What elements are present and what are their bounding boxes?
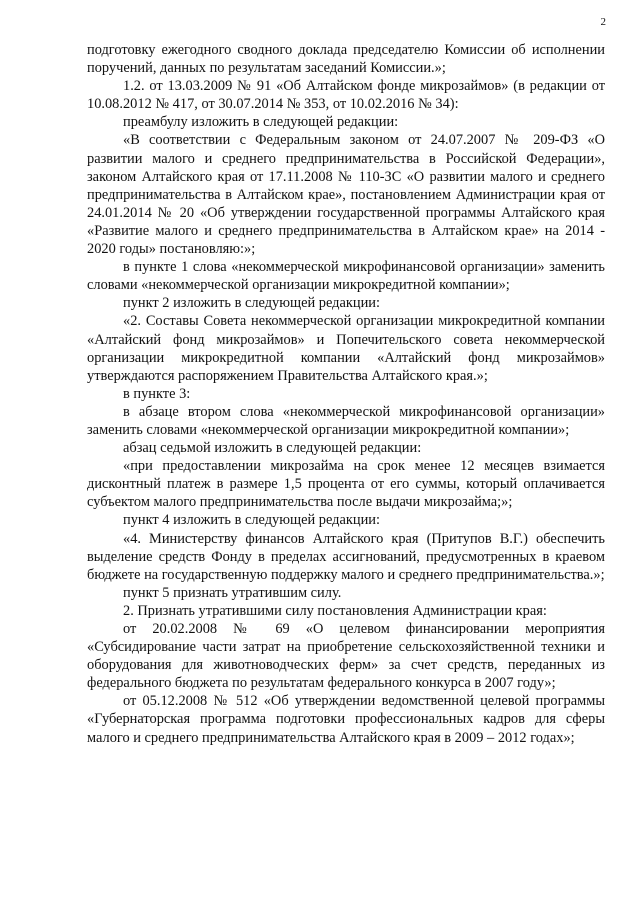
paragraph: «при предоставлении микрозайма на срок менее 12 месяцев взимается дисконтный платеж в размере 1,5 процента от его суммы, который оплачивается субъектом малого предпринимательства после выдачи микрозайма;»; xyxy=(87,458,605,511)
paragraph: «4. Министерству финансов Алтайского края (Притупов В.Г.) обеспечить выделение средств Фонду в пределах ассигнований, предусмотренных в краевом бюджете на государственную поддержку малого и среднего предпринимательства.»; xyxy=(87,530,605,583)
paragraph: «2. Составы Совета некоммерческой организации микрокредитной компании «Алтайский фонд микрозаймов» и Попечительского совета некоммерческой организации микрокредитной компании «Алтайский фонд микрозаймов» утверждаются распоряжением Правительства Алтайского края.»; xyxy=(87,313,605,384)
paragraph: абзац седьмой изложить в следующей редакции: xyxy=(123,440,422,457)
paragraph: от 20.02.2008 № 69 «О целевом финансировании мероприятия «Субсидирование части затрат на приобретение сельскохозяйственной техники и оборудования для животноводческих ферм» за счет средств, переданных из федерального бюджета по результатам федерального конкурса в 2007 году»; xyxy=(87,621,605,692)
paragraph: в абзаце втором слова «некоммерческой микрофинансовой организации» заменить словами «некоммерческой организации микрокредитной компании»; xyxy=(87,403,605,438)
paragraph: пункт 5 признать утратившим силу. xyxy=(123,584,342,601)
paragraph: подготовку ежегодного сводного доклада председателю Комиссии об исполнении поручений, данных по результатам заседаний Комиссии.»; xyxy=(87,42,605,77)
paragraph: 2. Признать утратившими силу постановления Администрации края: xyxy=(123,602,547,619)
paragraph: 1.2. от 13.03.2009 № 91 «Об Алтайском фонде микрозаймов» (в редакции от 10.08.2012 № 417, от 30.07.2014 № 353, от 10.02.2016 № 34): xyxy=(87,78,605,113)
paragraph: от 05.12.2008 № 512 «Об утверждении ведомственной целевой программы «Губернаторская программа подготовки профессиональных кадров для сферы малого и среднего предпринимательства Алтайского края в 2009 – 2012 годах»; xyxy=(87,693,605,746)
paragraph: в пункте 3: xyxy=(123,385,191,402)
paragraph: преамбулу изложить в следующей редакции: xyxy=(123,114,399,131)
paragraph: пункт 2 изложить в следующей редакции: xyxy=(123,295,380,312)
paragraph: в пункте 1 слова «некоммерческой микрофинансовой организации» заменить словами «некоммерческой организации микрокредитной компании»; xyxy=(87,259,605,294)
page-number: 2 xyxy=(600,16,606,28)
document-body xyxy=(87,41,605,747)
paragraph: пункт 4 изложить в следующей редакции: xyxy=(123,512,380,529)
paragraph: «В соответствии с Федеральным законом от 24.07.2007 № 209-ФЗ «О развитии малого и среднего предпринимательства в Российской Федерации», законом Алтайского края от 17.11.2008 № 110-ЗС «О развитии малого и среднего предпринимательства в Алтайском крае», постановлением Администрации края от 24.01.2014 № 20 «Об утверждении государственной программы Алтайского края «Развитие малого и среднего предпринимательства в Алтайском крае» на 2014 - 2020 годы» постановляю:»; xyxy=(87,132,605,258)
